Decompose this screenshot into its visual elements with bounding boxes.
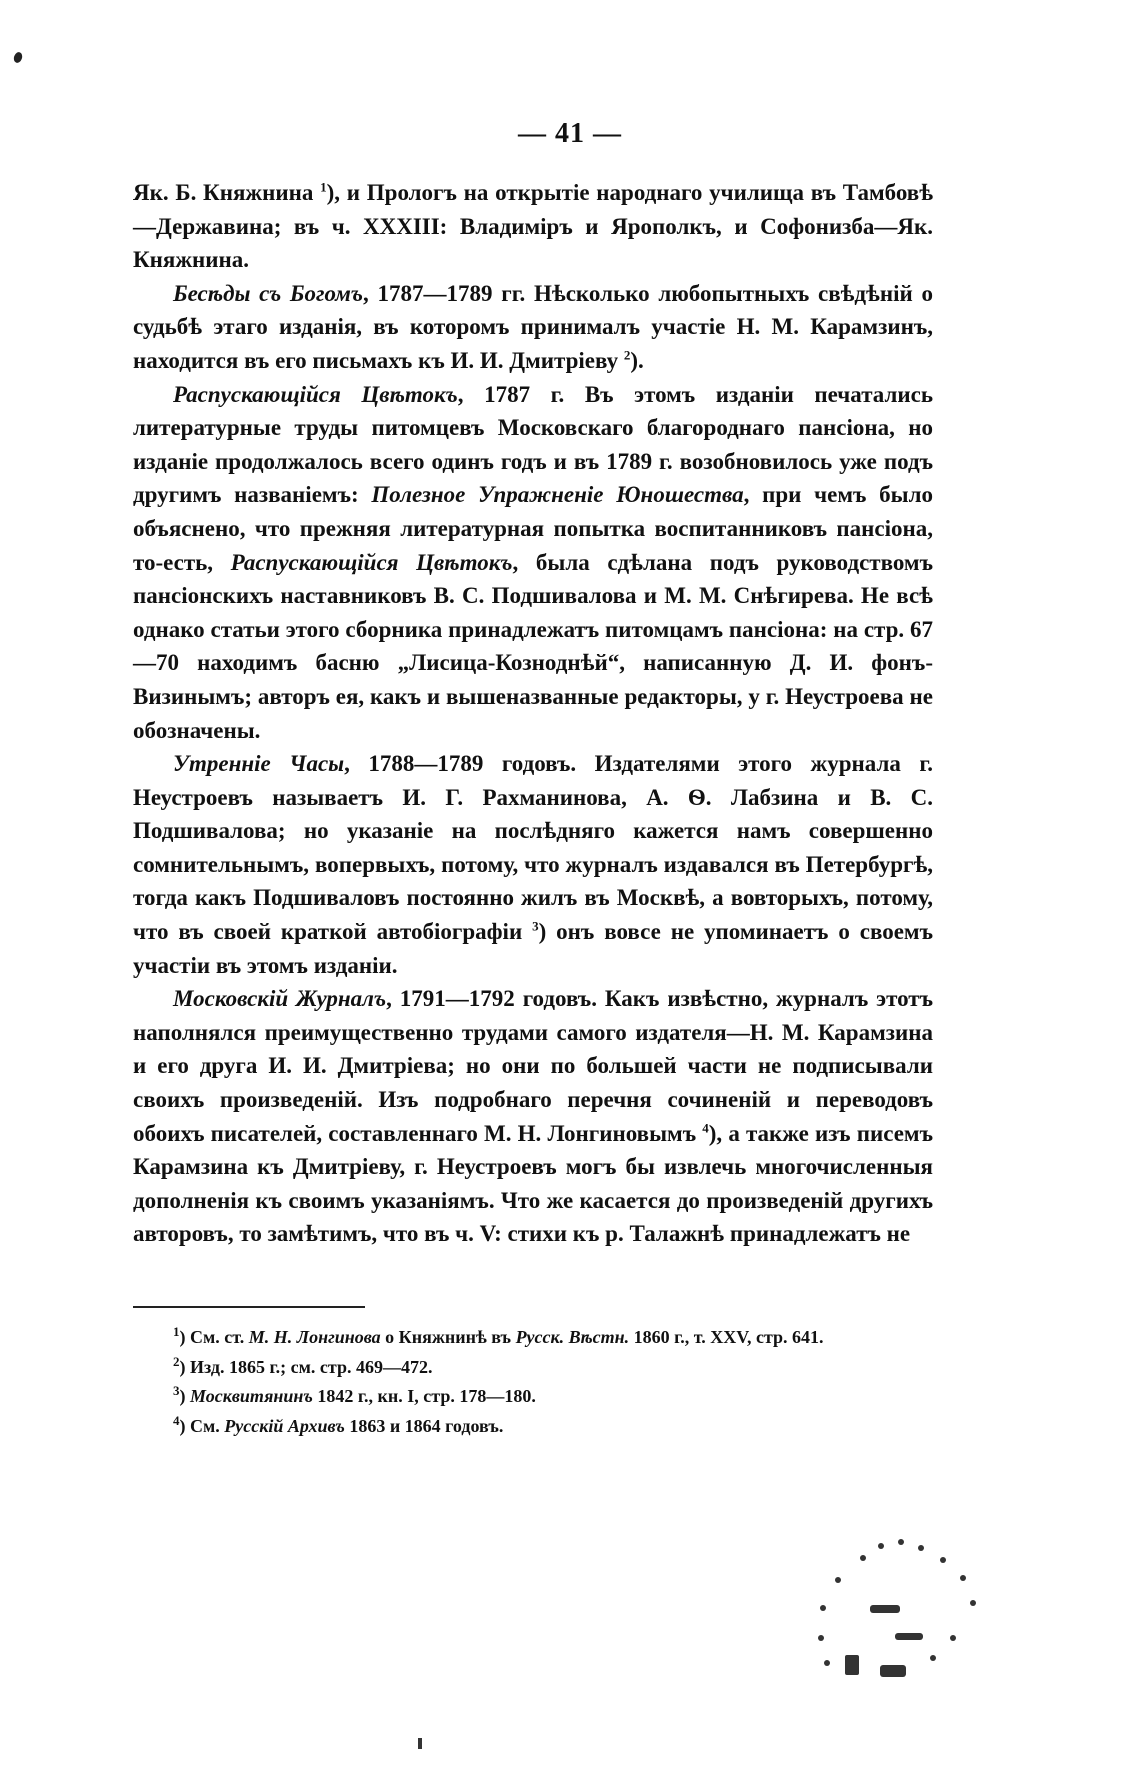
footnote-marker: 2 (623, 347, 631, 363)
paragraph (133, 277, 933, 378)
footnote-marker: 3 (173, 1383, 180, 1398)
italic-title: Утренніе Часы (173, 751, 345, 777)
footnote-marker: 3 (532, 918, 539, 934)
footnote (133, 1323, 933, 1353)
italic-title: Московскій Журналъ (173, 986, 387, 1012)
text-run: 1863 и 1864 годовъ. (344, 1415, 504, 1436)
footnote-divider (133, 1306, 365, 1308)
ink-speck (12, 51, 23, 64)
italic-title: Распускающійся Цвѣтокъ (230, 549, 513, 575)
ink-speck (418, 1738, 422, 1749)
footnotes (133, 1323, 933, 1441)
text-run: ) (179, 1386, 190, 1406)
text-run: ) См. (179, 1415, 225, 1436)
italic-title: Русскій Архивъ (224, 1415, 345, 1436)
main-text (133, 176, 933, 1251)
text-run: ) См. ст. (179, 1327, 249, 1347)
footnote-marker: 4 (702, 1119, 709, 1135)
text-run: , 1788—1789 годовъ. Издателями этого журнала г. Неустроевъ называетъ И. Г. Рахманинова, А. Ѳ. Лабзина и В. С. Подшивалова; но указаніе на послѣдняго кажется намъ совершенно сомнительнымъ, вопервыхъ, потому, что журналъ издавался въ Петербургѣ, тогда какъ Подшиваловъ постоянно жилъ въ Москвѣ, а вовторыхъ, потому, что въ своей краткой автобіографіи (133, 751, 933, 945)
text-run: , при чемъ было объяснено, что прежняя литературная попытка воспитанниковъ пансіона, то-есть, (133, 482, 934, 575)
paragraph (133, 982, 933, 1251)
italic-title: М. Н. Лонгинова (248, 1327, 381, 1347)
footnote-marker: 4 (173, 1412, 180, 1428)
italic-title: Распускающійся Цвѣтокъ (173, 381, 458, 407)
text-run: , была сдѣлана подъ руководствомъ пансіонскихъ наставниковъ В. С. Подшивалова и М. М. Снѣгирева. Не всѣ однако статьи этого сборника принадлежатъ питомцамъ пансіона: на стр. 67—70 находимъ басню „Лисица-Козноднѣй“, написанную Д. И. фонъ-Визинымъ; авторъ ея, какъ и вышеназванные редакторы, у г. Неустроева не обозначены. (133, 549, 933, 743)
text-run: 1842 г., кн. I, стр. 178—180. (312, 1386, 536, 1406)
text-run: Як. Б. Княжнина (133, 180, 321, 205)
text-run: , 1787—1789 гг. Нѣсколько любопытныхъ свѣдѣній о судьбѣ этаго изданія, въ которомъ принималъ участіе Н. М. Карамзинъ, находится въ его письмахъ къ И. И. Дмитріеву (133, 280, 933, 373)
paragraph (133, 378, 933, 748)
footnote (133, 1382, 933, 1412)
text-run: ), а также изъ писемъ Карамзина къ Дмитріеву, г. Неустроевъ могъ бы извлечь многочисленныя дополненія къ своимъ указаніямъ. Что же касается до произведеній другихъ авторовъ, то замѣтимъ, что въ ч. V: стихи къ р. Талажнѣ принадлежатъ не (133, 1120, 933, 1247)
text-run: ) Изд. 1865 г.; см. стр. 469—472. (179, 1356, 433, 1377)
italic-title: Полезное Упражненіе Юношества (371, 482, 744, 508)
footnote-marker: 1 (173, 1324, 180, 1339)
italic-title: Русск. Вѣстн. (515, 1327, 630, 1347)
page-number: — 41 — (518, 118, 622, 149)
text-run: о Княжнинѣ въ (380, 1327, 516, 1347)
footnote (133, 1412, 933, 1442)
library-stamp (800, 1535, 990, 1705)
italic-title: Москвитянинъ (190, 1386, 313, 1406)
text-run: ). (630, 347, 644, 373)
text-run: 1860 г., т. XXV, стр. 641. (629, 1327, 824, 1347)
footnote (133, 1353, 933, 1383)
text-run: , 1787 г. Въ этомъ изданіи печатались литературные труды питомцевъ Московскаго благороднаго пансіона, но изданіе продолжалось всего одинъ годъ и въ 1789 г. возобновилось уже подъ другимъ названіемъ: (133, 381, 933, 508)
text-run: ) онъ вовсе не упоминаетъ о своемъ участіи въ этомъ изданіи. (133, 919, 933, 978)
paragraph (133, 747, 933, 982)
text-run: , 1791—1792 годовъ. Какъ извѣстно, журналъ этотъ наполнялся преимущественно трудами самого издателя—Н. М. Карамзина и его друга И. И. Дмитріева; но они по большей части не подписывали своихъ произведеній. Изъ подробнаго перечня сочиненій и переводовъ обоихъ писателей, составленнаго М. Н. Лонгиновымъ (133, 986, 933, 1146)
footnote-marker: 2 (173, 1353, 180, 1369)
text-run: ), и Прологъ на открытіе народнаго училища въ Тамбовѣ—Державина; въ ч. XXXIII: Владиміръ и Ярополкъ, и Софонизба—Як. Княжнина. (133, 180, 934, 273)
italic-title: Бесѣды съ Богомъ (173, 280, 364, 306)
paragraph (133, 176, 933, 277)
footnote-marker: 1 (320, 179, 327, 195)
